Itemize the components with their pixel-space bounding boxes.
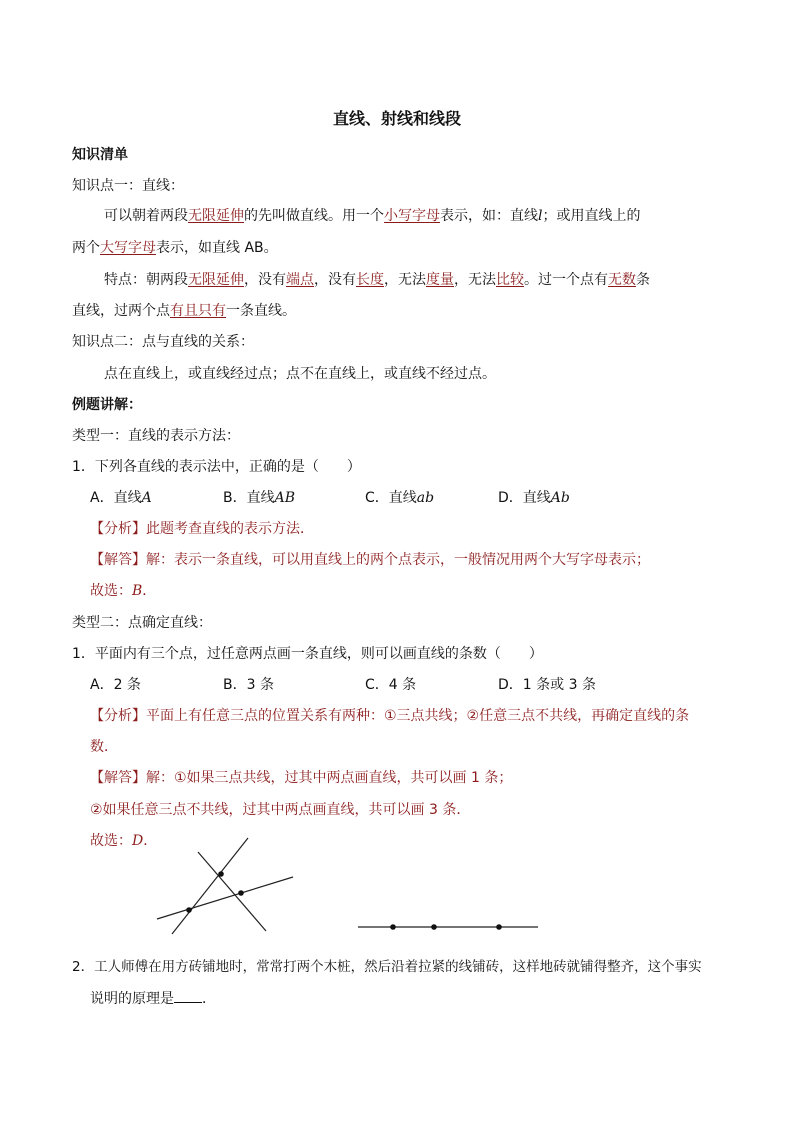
k1-line-2: 两个大写字母表示，如直线 AB。 [72, 240, 278, 256]
type2-analysis: 【分析】平面上有任意三点的位置关系有两种：①三点共线；②任意三点不共线，再确定直线的条 [90, 708, 690, 724]
type2-heading: 类型二：点确定直线： [72, 615, 212, 631]
point [496, 924, 502, 930]
line-2 [172, 838, 248, 934]
point [186, 907, 192, 913]
option-d: D．直线Ab [498, 490, 570, 506]
answer-underline: 度量 [426, 272, 454, 288]
k2-heading: 知识点二：点与直线的关系： [72, 334, 254, 350]
option-b: B．直线AB [223, 490, 296, 506]
type2-question: 1．平面内有三个点，过任意两点画一条直线，则可以画直线的条数（ ） [72, 646, 543, 662]
type2-choose: 故选：D． [90, 833, 158, 849]
k1-heading: 知识点一：直线： [72, 178, 184, 194]
type1-analysis: 【分析】此题考查直线的表示方法． [90, 521, 314, 537]
three-lines-figure [157, 838, 293, 934]
type2-analysis-cont: 数． [90, 739, 118, 755]
knowledge-header: 知识清单 [72, 147, 128, 163]
option-a: A．2 条 [90, 677, 141, 693]
page-title: 直线、射线和线段 [332, 109, 461, 128]
q2-text: 2．工人师傅在用方砖铺地时，常常打两个木桩，然后沿着拉紧的线铺砖，这样地砖就铺得整齐，这个事实 [72, 959, 702, 975]
point [238, 890, 244, 896]
point [390, 924, 396, 930]
answer-underline: 比较 [496, 272, 524, 288]
k1-line-1: 可以朝着两段无限延伸的先叫做直线。用一个小写字母表示，如：直线l；或用直线上的 [104, 208, 641, 224]
point [431, 924, 437, 930]
type1-heading: 类型一：直线的表示方法： [72, 428, 240, 444]
answer-underline: 有且只有 [170, 303, 226, 319]
line-1 [198, 852, 266, 931]
fill-blank[interactable] [174, 988, 202, 1003]
k2-line: 点在直线上，或直线经过点；点不在直线上，或直线不经过点。 [104, 366, 496, 382]
option-d: D．1 条或 3 条 [498, 677, 596, 693]
type1-answer: 【解答】解：表示一条直线，可以用直线上的两个点表示，一般情况用两个大写字母表示； [90, 552, 650, 568]
collinear-figure [358, 924, 538, 930]
answer-underline: 端点 [286, 272, 314, 288]
option-a: A．直线A [90, 490, 152, 506]
k1-line-4: 直线，过两个点有且只有一条直线。 [72, 303, 296, 319]
answer-underline: 无限延伸 [188, 208, 244, 224]
answer-underline: 长度 [356, 272, 384, 288]
answer-underline: 大写字母 [100, 240, 156, 256]
answer-underline: 小写字母 [384, 208, 440, 224]
q2-text-cont: 说明的原理是 ． [90, 988, 216, 1009]
type1-question: 1．下列各直线的表示法中，正确的是（ ） [72, 459, 361, 475]
type1-choose: 故选：B． [90, 583, 157, 599]
type2-answer-cont: ②如果任意三点不共线，过其中两点画直线，共可以画 3 条． [90, 802, 471, 818]
type2-answer: 【解答】解：①如果三点共线，过其中两点画直线，共可以画 1 条； [90, 770, 513, 786]
answer-underline: 无限延伸 [188, 272, 244, 288]
option-b: B．3 条 [223, 677, 274, 693]
option-c: C．直线ab [365, 490, 435, 506]
option-c: C．4 条 [365, 677, 417, 693]
answer-underline: 无数 [608, 272, 636, 288]
point [218, 871, 224, 877]
k1-line-3: 特点：朝两段无限延伸，没有端点，没有长度，无法度量，无法比较。过一个点有无数条 [104, 272, 650, 288]
examples-header: 例题讲解： [72, 397, 142, 413]
